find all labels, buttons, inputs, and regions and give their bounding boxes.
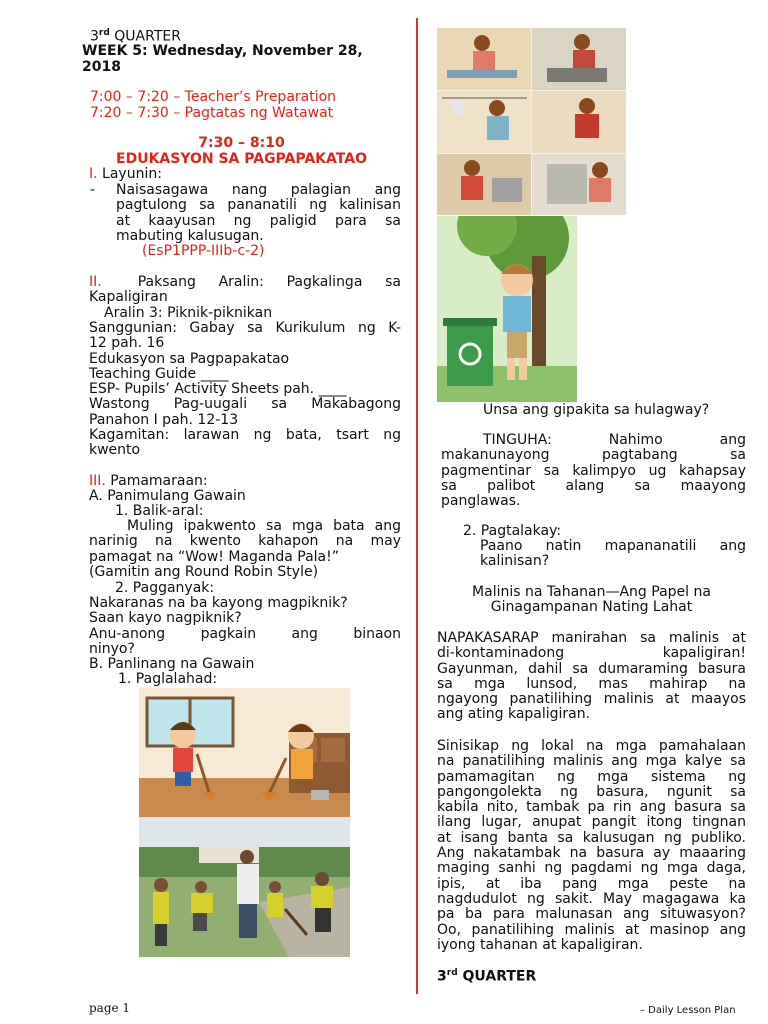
article-paragraph-2 [437, 739, 746, 953]
chores-drawing [437, 28, 626, 215]
paragraph-line: maging sanhi ng pagdami ng mga daga, [437, 860, 746, 877]
quarter-word: QUARTER [114, 28, 181, 45]
recycling-drawing [437, 216, 577, 402]
article-title-line: Malinis na Tahanan—Ang Papel na [472, 584, 711, 600]
layunin-label: Layunin: [102, 166, 162, 182]
footer-quarter-word: QUARTER [462, 968, 537, 985]
paragraph-line: NAPAKASARAP manirahan sa malinis at [437, 630, 746, 646]
sanggunian-line: Teaching Guide ____ [89, 365, 229, 382]
paragraph-line: nagdudulot ng sakit. May magagawa ka [437, 890, 746, 907]
week-year: 2018 [82, 59, 121, 75]
layunin-number: I. [89, 166, 98, 182]
week-date: WEEK 5: Wednesday, November 28, [82, 43, 363, 59]
layunin-heading [89, 167, 162, 182]
paksa-number: II. [89, 274, 102, 290]
tinguha-line: TINGUHA: Nahimo ang [483, 432, 746, 448]
sanggunian-line: 12 pah. 16 [89, 335, 165, 352]
objective-dash: - [90, 182, 96, 198]
sanggunian-block [89, 321, 401, 459]
tinguha-line: makanunayong pagtabang sa [441, 447, 746, 464]
paragraph-line: iyong tahanan at kapaligiran. [437, 936, 643, 953]
pagtalakay-line: Paano natin mapananatili ang [480, 538, 746, 554]
question-line: Saan kayo nagpiknik? [89, 610, 242, 627]
paragraph-line: kabila nito, tambak pa rin ang basura sa [437, 799, 746, 816]
paragraph-line: at isang banta sa kalusugan ng publiko. [437, 829, 746, 846]
paragraph-line: Oo, panatilihing malinis at masinop ang [437, 921, 746, 938]
community-cleanup-photo [139, 817, 350, 957]
pagtalakay-question [480, 539, 746, 570]
paragraph-line: Ang nakatambak na basura ay maaaring [437, 845, 746, 862]
aralin-line: Aralin 3: Piknik-piknikan [104, 305, 273, 321]
kids-sweeping-illustration [139, 688, 350, 817]
tinguha-block [441, 433, 746, 509]
paragraph-line: na panatilihing malinis ang mga kalye sa [437, 753, 746, 770]
tinguha-line: panglawas. [441, 493, 521, 510]
objective-line: mabuting kalusugan. [116, 227, 264, 244]
paksa-title-cont: Kapaligiran [89, 289, 168, 306]
kagamitan-line: Kagamitan: larawan ng bata, tsart ng [89, 427, 401, 444]
paragraph-line: pamamagitan ng mga sistema ng [437, 768, 746, 785]
pagtalakay-line: kalinisan? [480, 553, 550, 570]
balik-line: Muling ipakwento sa mga bata ang [127, 518, 401, 534]
question-line: Nakaranas na ba kayong magpiknik? [89, 595, 348, 611]
objective-text [116, 183, 401, 259]
objective-line: pagtulong sa pananatili ng kalinisan [116, 197, 401, 214]
kagamitan-line: kwento [89, 442, 141, 459]
sanggunian-line: ESP- Pupils’ Activity Sheets pah. ____ [89, 381, 347, 398]
quarter-superscript: rd [98, 28, 110, 38]
picture-question: Unsa ang gipakita sa hulagway? [483, 402, 710, 418]
schedule-item-1: 7:00 – 7:20 – Teacher’s Preparation [90, 89, 337, 105]
tinguha-line: sa palibot alang sa maayong [441, 477, 746, 494]
footer-quarter-number: 3 [437, 968, 447, 985]
footer-quarter-superscript: rd [446, 968, 458, 978]
balik-aral-heading: 1. Balik-aral: [115, 503, 204, 519]
article-title-line: Ginagampanan Nating Lahat [490, 599, 693, 616]
pamamaraan-heading [89, 474, 208, 489]
question-line: ninyo? [89, 640, 135, 657]
wastong-line: Wastong Pag-uugali sa Makabagong [89, 396, 401, 413]
article-title [437, 585, 746, 616]
question-line: Anu-anong pagkain ang binaon [89, 625, 401, 642]
wastong-line: Panahon I pah. 12-13 [89, 411, 239, 428]
kids-sweeping-drawing [139, 688, 350, 817]
balik-line: narinig na kwento kahapon na may [89, 533, 401, 550]
sanggunian-line: Edukasyon sa Pagpapakatao [89, 350, 290, 367]
panimula-heading: A. Panimulang Gawain [89, 488, 246, 504]
paragraph-line: ang ating kapaligiran. [437, 706, 591, 723]
paragraph-line: ilang lugar, anupat pangit itong tingnan [437, 814, 746, 831]
boy-recycling-illustration [437, 216, 577, 402]
article-paragraph-1 [437, 631, 746, 723]
paragraph-line: ngayong panatilihing malinis at maayos [437, 691, 746, 708]
competency-code: (EsP1PPP-IIIb-c-2) [142, 243, 265, 260]
schedule-item-2: 7:20 – 7:30 – Pagtatas ng Watawat [90, 105, 334, 121]
balik-aral-text [89, 519, 401, 580]
paragraph-line: sa mga lunsod, mas mahirap na [437, 675, 746, 692]
balik-line: pamagat na “Wow! Maganda Pala!” [89, 548, 339, 565]
pagganyak-questions [89, 596, 401, 657]
pamamaraan-number: III. [89, 473, 106, 489]
lesson-subject: EDUKASYON SA PAGPAPAKATAO [116, 151, 367, 167]
sanggunian-line: Sanggunian: Gabay sa Kurikulum ng K- [89, 320, 401, 336]
paragraph-line: pangongolekta ng basura, ngunit sa [437, 783, 746, 800]
paglalahad-heading: 1. Paglalahad: [118, 671, 218, 687]
paksa-title: Paksang Aralin: Pagkalinga sa [137, 274, 401, 290]
footer-quarter-heading [437, 966, 536, 985]
objective-line: at kaayusan ng paligid para sa [116, 212, 401, 229]
paragraph-line: pa ba para malunasan ang situwasyon? [437, 906, 746, 923]
pagganyak-heading: 2. Pagganyak: [115, 580, 215, 596]
lesson-time: 7:30 – 8:10 [198, 135, 285, 151]
objective-line: Naisasagawa nang palagian ang [116, 182, 401, 198]
paksa-line [89, 275, 401, 290]
balik-line: (Gamitin ang Round Robin Style) [89, 563, 319, 580]
quarter-number: 3 [90, 28, 99, 45]
household-chores-illustration [437, 28, 626, 215]
page-number: page 1 [89, 1001, 131, 1015]
cleanup-drawing [139, 817, 350, 957]
daily-lesson-plan-label: – Daily Lesson Plan [640, 1005, 736, 1016]
paragraph-line: Gayunman, dahil sa dumaraming basura [437, 660, 746, 677]
pagtalakay-heading: 2. Pagtalakay: [463, 523, 562, 539]
paragraph-line: Sinisikap ng lokal na mga pamahalaan [437, 738, 746, 754]
paragraph-line: ipis, at iba pang mga peste na [437, 875, 746, 892]
paksa-section [89, 275, 401, 306]
paragraph-line: di-kontaminadong kapaligiran! [437, 645, 746, 662]
panlinang-heading: B. Panlinang na Gawain [89, 656, 255, 672]
column-divider [416, 18, 418, 994]
pamamaraan-label: Pamamaraan: [110, 473, 208, 489]
tinguha-line: pagmentinar sa kalimpyo ug kahapsay [441, 462, 746, 479]
